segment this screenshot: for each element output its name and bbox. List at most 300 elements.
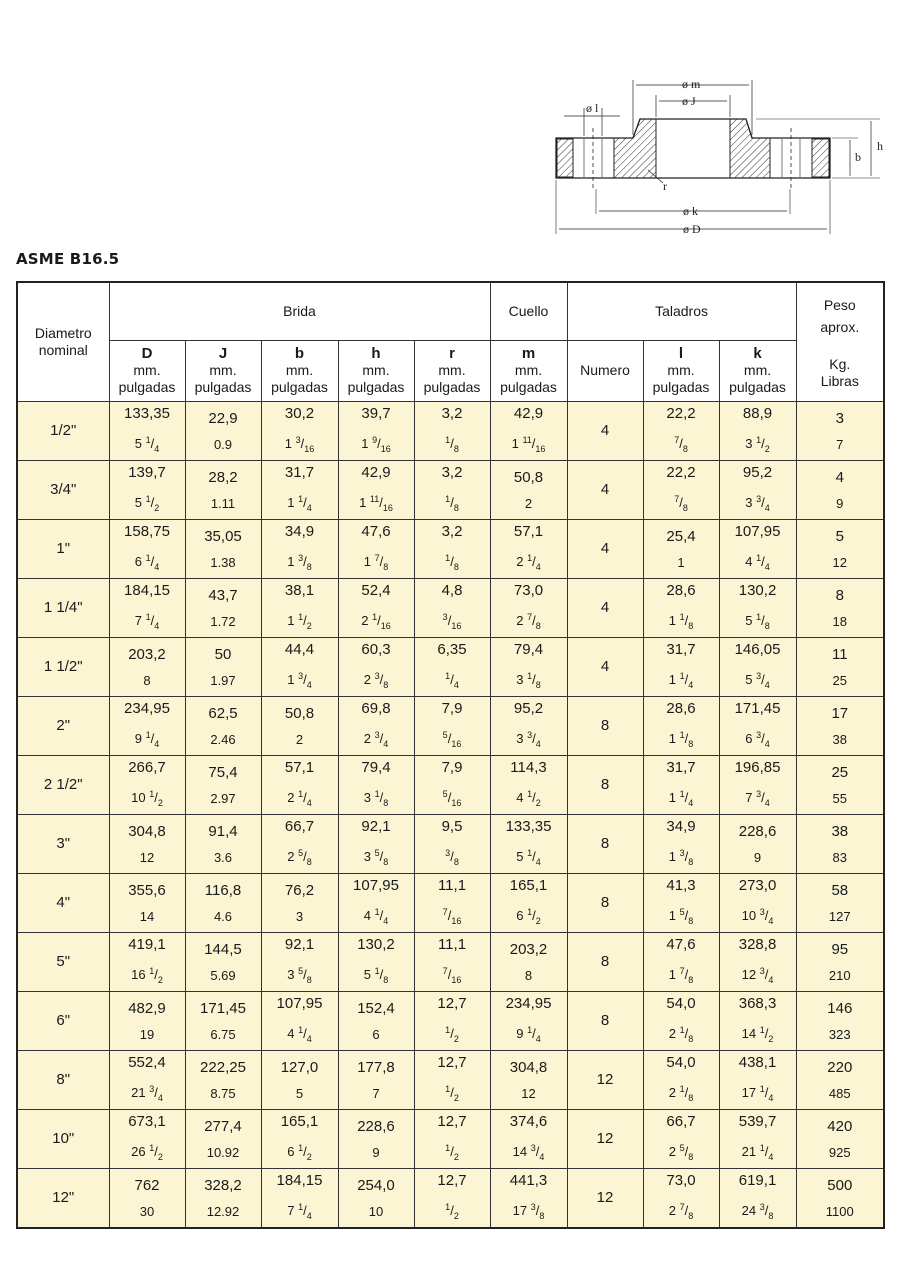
- cell-value-in: $^1/_4$: [445, 671, 459, 690]
- cell-value-in: 4 $^1/_4$: [287, 1025, 312, 1044]
- table-row: [17, 519, 884, 578]
- cell-nominal: 3/4": [17, 460, 109, 519]
- cell-m: [490, 991, 567, 1050]
- cell-d: [109, 873, 185, 932]
- cell-nominal: 4": [17, 873, 109, 932]
- cell-value-mm: 220: [827, 1058, 853, 1076]
- cell-value-in: 6 $^1/_2$: [516, 907, 541, 926]
- cell-j: [185, 873, 261, 932]
- cell-value-mm: 50: [214, 645, 232, 663]
- cell-value-in: 8: [524, 967, 533, 983]
- cell-value-in: $^1/_8$: [445, 494, 459, 513]
- cell-value-mm: 41,3: [666, 877, 696, 894]
- cell-value-mm: 42,9: [513, 405, 544, 422]
- cell-value-mm: 12,7: [437, 1054, 467, 1071]
- cell-nominal: 1 1/4": [17, 578, 109, 637]
- cell-j: [185, 578, 261, 637]
- cell-value-in: 2 $^5/_8$: [287, 848, 312, 867]
- cell-value-in: $^3/_8$: [445, 848, 459, 867]
- header-col-j: [185, 340, 261, 401]
- cell-d: [109, 401, 185, 460]
- cell-value-in: 1 $^3/_8$: [287, 553, 312, 572]
- cell-value-in: 25: [832, 672, 848, 688]
- header-unit-mm: mm.: [743, 362, 772, 378]
- dim-j-label: ø J: [682, 94, 696, 108]
- cell-value-in: 925: [828, 1144, 851, 1160]
- cell-w: [796, 873, 884, 932]
- header-unit-mm: mm.: [362, 362, 390, 378]
- table-row: [17, 1168, 884, 1228]
- cell-value-mm: 9,5: [441, 818, 463, 835]
- cell-k: [719, 1050, 796, 1109]
- cell-nominal: 2 1/2": [17, 755, 109, 814]
- cell-k: [719, 991, 796, 1050]
- header-unit-mm: mm.: [209, 362, 237, 378]
- table-row: [17, 873, 884, 932]
- cell-value-in: 7: [372, 1085, 380, 1101]
- cell-value-mm: 539,7: [738, 1113, 777, 1130]
- cell-w: [796, 637, 884, 696]
- cell-h: [338, 401, 414, 460]
- cell-value-mm: 38,1: [284, 582, 315, 599]
- cell-l: [643, 519, 719, 578]
- cell-d: [109, 519, 185, 578]
- cell-value-mm: 673,1: [128, 1113, 166, 1130]
- cell-value-mm: 75,4: [208, 763, 238, 781]
- cell-value-in: 38: [832, 731, 848, 747]
- cell-value-mm: 25,4: [666, 527, 696, 545]
- cell-value-mm: 34,9: [284, 523, 315, 540]
- cell-value-in: 1.11: [210, 495, 236, 511]
- cell-value-mm: 5: [835, 527, 844, 545]
- cell-value-in: 1 $^5/_8$: [668, 907, 694, 926]
- cell-value-in: 9 $^1/_4$: [134, 730, 160, 749]
- cell-k: [719, 696, 796, 755]
- header-peso-label: Peso aprox.: [820, 296, 860, 335]
- header-numero: Numero: [567, 340, 643, 401]
- cell-value-mm: 4,8: [441, 582, 463, 599]
- cell-b: [261, 637, 338, 696]
- cell-value-in: 2 $^3/_8$: [363, 671, 389, 690]
- cell-value-mm: 368,3: [738, 995, 777, 1012]
- cell-m: [490, 1109, 567, 1168]
- cell-value-in: 12 $^3/_4$: [741, 966, 774, 985]
- cell-value-in: 6 $^1/_4$: [134, 553, 160, 572]
- table-row: [17, 578, 884, 637]
- cell-l: [643, 991, 719, 1050]
- cell-h: [338, 755, 414, 814]
- cell-value-in: 21 $^3/_4$: [131, 1084, 163, 1103]
- cell-value-in: 127: [828, 908, 851, 924]
- cell-value-mm: 62,5: [208, 704, 238, 722]
- cell-h: [338, 637, 414, 696]
- cell-numero: 4: [567, 401, 643, 460]
- cell-numero: 4: [567, 578, 643, 637]
- cell-value-in: 10 $^3/_4$: [741, 907, 774, 926]
- cell-d: [109, 1050, 185, 1109]
- header-col-k: [719, 340, 796, 401]
- cell-value-mm: 47,6: [361, 523, 391, 540]
- cell-m: [490, 460, 567, 519]
- cell-value-mm: 203,2: [509, 940, 548, 958]
- cell-value-in: 6.75: [210, 1026, 236, 1042]
- cell-m: [490, 637, 567, 696]
- header-cuello: Cuello: [490, 282, 567, 340]
- cell-value-mm: 8: [835, 586, 844, 604]
- cell-value-in: $^5/_{16}$: [442, 730, 462, 749]
- cell-value-mm: 420: [827, 1117, 853, 1135]
- cell-h: [338, 1168, 414, 1228]
- cell-m: [490, 873, 567, 932]
- cell-k: [719, 401, 796, 460]
- cell-value-mm: 254,0: [357, 1176, 395, 1194]
- cell-h: [338, 873, 414, 932]
- cell-value-mm: 304,8: [128, 822, 166, 840]
- header-unit-lb: Libras: [820, 372, 859, 389]
- cell-value-in: 2 $^1/_4$: [287, 789, 312, 808]
- cell-value-mm: 95,2: [513, 700, 544, 717]
- cell-value-mm: 144,5: [204, 940, 242, 958]
- cell-r: [414, 637, 490, 696]
- cell-value-mm: 73,0: [666, 1172, 696, 1189]
- dim-b-label: b: [855, 150, 861, 164]
- cell-w: [796, 460, 884, 519]
- cell-b: [261, 755, 338, 814]
- cell-b: [261, 932, 338, 991]
- dim-l-label: ø l: [586, 101, 599, 115]
- cell-value-mm: 184,15: [276, 1172, 323, 1189]
- cell-value-mm: 57,1: [513, 523, 544, 540]
- header-unit-mm: mm.: [514, 362, 543, 378]
- cell-value-in: 6: [372, 1026, 380, 1042]
- cell-value-mm: 11,1: [437, 877, 467, 894]
- cell-value-in: 2: [295, 731, 304, 747]
- cell-r: [414, 460, 490, 519]
- cell-value-in: 9: [836, 495, 844, 511]
- cell-value-in: 12: [521, 1085, 536, 1101]
- cell-value-in: 2.46: [210, 731, 236, 747]
- cell-value-in: 7 $^1/_4$: [134, 612, 160, 631]
- cell-value-in: $^5/_{16}$: [442, 789, 462, 808]
- cell-value-in: 4 $^1/_4$: [363, 907, 389, 926]
- cell-r: [414, 578, 490, 637]
- cell-nominal: 1 1/2": [17, 637, 109, 696]
- cell-l: [643, 401, 719, 460]
- cell-value-in: 1.38: [210, 554, 236, 570]
- cell-numero: 8: [567, 814, 643, 873]
- cell-value-in: 1 $^3/_4$: [287, 671, 312, 690]
- header-symbol-r: r: [449, 345, 455, 362]
- cell-j: [185, 932, 261, 991]
- cell-b: [261, 814, 338, 873]
- cell-value-in: 3 $^3/_4$: [516, 730, 541, 749]
- cell-r: [414, 755, 490, 814]
- header-col-m: [490, 340, 567, 401]
- cell-value-in: 26 $^1/_2$: [131, 1143, 163, 1162]
- header-unit-in: pulgadas: [118, 379, 176, 395]
- cell-b: [261, 460, 338, 519]
- cell-value-mm: 28,2: [208, 468, 238, 486]
- cell-value-in: 10: [368, 1203, 384, 1219]
- cell-value-mm: 107,95: [734, 523, 781, 540]
- table-row: [17, 401, 884, 460]
- cell-l: [643, 637, 719, 696]
- cell-value-mm: 69,8: [361, 700, 391, 717]
- table-row: [17, 991, 884, 1050]
- cell-value-mm: 266,7: [128, 759, 166, 776]
- cell-value-mm: 22,2: [666, 405, 696, 422]
- cell-value-in: 2 $^1/_{16}$: [361, 612, 391, 631]
- cell-value-in: 17 $^3/_8$: [512, 1202, 545, 1221]
- cell-value-mm: 234,95: [505, 995, 552, 1012]
- cell-l: [643, 755, 719, 814]
- cell-value-in: 9: [372, 1144, 380, 1160]
- cell-d: [109, 1109, 185, 1168]
- cell-numero: 8: [567, 873, 643, 932]
- cell-value-in: 19: [139, 1026, 155, 1042]
- cell-value-mm: 133,35: [505, 818, 552, 835]
- cell-b: [261, 1168, 338, 1228]
- cell-r: [414, 1050, 490, 1109]
- cell-value-mm: 30,2: [284, 405, 315, 422]
- cell-value-in: 21 $^1/_4$: [741, 1143, 774, 1162]
- cell-l: [643, 932, 719, 991]
- cell-value-mm: 66,7: [284, 818, 315, 835]
- cell-w: [796, 814, 884, 873]
- cell-r: [414, 1168, 490, 1228]
- header-symbol-b: b: [294, 345, 305, 362]
- cell-j: [185, 519, 261, 578]
- cell-b: [261, 696, 338, 755]
- header-unit-in: pulgadas: [347, 379, 405, 395]
- cell-value-mm: 304,8: [509, 1058, 548, 1076]
- cell-value-mm: 12,7: [437, 1172, 467, 1189]
- cell-value-mm: 146,05: [734, 641, 781, 658]
- cell-b: [261, 578, 338, 637]
- cell-l: [643, 460, 719, 519]
- cell-value-mm: 34,9: [666, 818, 696, 835]
- cell-l: [643, 873, 719, 932]
- cell-value-mm: 152,4: [357, 999, 395, 1017]
- cell-h: [338, 519, 414, 578]
- cell-value-in: $^7/_8$: [674, 494, 688, 513]
- cell-w: [796, 1050, 884, 1109]
- header-unit-in: pulgadas: [423, 379, 481, 395]
- cell-value-in: 2.97: [210, 790, 236, 806]
- header-peso: [796, 282, 884, 401]
- cell-m: [490, 519, 567, 578]
- cell-j: [185, 991, 261, 1050]
- cell-w: [796, 578, 884, 637]
- cell-nominal: 1/2": [17, 401, 109, 460]
- cell-value-in: 12: [832, 554, 848, 570]
- cell-value-in: $^7/_{16}$: [442, 966, 462, 985]
- table-row: [17, 814, 884, 873]
- cell-value-in: 1.97: [210, 672, 236, 688]
- cell-value-in: 8.75: [210, 1085, 236, 1101]
- cell-value-mm: 4: [835, 468, 844, 486]
- cell-value-mm: 58: [831, 881, 849, 899]
- cell-value-in: 7: [836, 436, 844, 452]
- cell-value-in: $^1/_8$: [445, 553, 459, 572]
- cell-value-in: 3 $^1/_8$: [363, 789, 389, 808]
- header-col-b: [261, 340, 338, 401]
- cell-nominal: 3": [17, 814, 109, 873]
- cell-value-mm: 79,4: [361, 759, 391, 776]
- header-unit-mm: mm.: [133, 362, 161, 378]
- header-unit-kg: Kg.: [829, 355, 851, 372]
- cell-value-in: 3 $^3/_4$: [745, 494, 770, 513]
- cell-j: [185, 637, 261, 696]
- cell-value-mm: 57,1: [284, 759, 315, 776]
- cell-m: [490, 932, 567, 991]
- cell-value-mm: 11: [831, 645, 848, 663]
- cell-w: [796, 519, 884, 578]
- header-symbol-l: l: [678, 345, 684, 362]
- cell-value-mm: 171,45: [734, 700, 781, 717]
- cell-value-mm: 60,3: [361, 641, 391, 658]
- cell-value-mm: 31,7: [666, 641, 696, 658]
- header-col-h: [338, 340, 414, 401]
- cell-value-in: 6 $^3/_4$: [745, 730, 770, 749]
- cell-value-in: 3: [295, 908, 304, 924]
- table-row: [17, 755, 884, 814]
- cell-value-mm: 130,2: [357, 936, 395, 953]
- cell-m: [490, 814, 567, 873]
- cell-value-mm: 438,1: [738, 1054, 777, 1071]
- cell-value-mm: 95,2: [742, 464, 773, 481]
- cell-d: [109, 696, 185, 755]
- cell-h: [338, 460, 414, 519]
- header-unit-in: pulgadas: [500, 379, 557, 395]
- cell-numero: 8: [567, 696, 643, 755]
- cell-value-mm: 619,1: [738, 1172, 777, 1189]
- cell-r: [414, 401, 490, 460]
- cell-value-mm: 3,2: [441, 464, 463, 481]
- cell-value-in: 14 $^1/_2$: [741, 1025, 774, 1044]
- cell-nominal: 6": [17, 991, 109, 1050]
- cell-value-mm: 500: [827, 1176, 853, 1194]
- cell-value-in: 1 $^1/_8$: [668, 730, 694, 749]
- cell-b: [261, 401, 338, 460]
- cell-value-mm: 171,45: [200, 999, 246, 1017]
- cell-value-in: 5.69: [210, 967, 236, 983]
- cell-value-mm: 47,6: [666, 936, 696, 953]
- cell-numero: 4: [567, 519, 643, 578]
- cell-value-in: 1 $^1/_8$: [668, 612, 694, 631]
- cell-value-in: 2 $^3/_4$: [363, 730, 389, 749]
- cell-value-mm: 127,0: [280, 1058, 319, 1076]
- cell-j: [185, 1050, 261, 1109]
- cell-value-mm: 11,1: [437, 936, 467, 953]
- cell-value-mm: 52,4: [361, 582, 391, 599]
- cell-value-in: $^1/_2$: [445, 1202, 459, 1221]
- cell-h: [338, 1050, 414, 1109]
- cell-value-mm: 92,1: [361, 818, 391, 835]
- cell-value-in: 9 $^1/_4$: [516, 1025, 541, 1044]
- cell-r: [414, 696, 490, 755]
- cell-k: [719, 637, 796, 696]
- cell-j: [185, 460, 261, 519]
- cell-value-mm: 91,4: [208, 822, 238, 840]
- cell-value-in: 1 $^1/_4$: [287, 494, 312, 513]
- table-row: [17, 932, 884, 991]
- cell-value-in: 5 $^1/_4$: [516, 848, 541, 867]
- cell-value-mm: 12,7: [437, 1113, 467, 1130]
- cell-value-in: 3 $^1/_8$: [516, 671, 541, 690]
- header-taladros: Taladros: [567, 282, 796, 340]
- cell-value-mm: 28,6: [666, 700, 696, 717]
- header-unit-in: pulgadas: [729, 379, 786, 395]
- cell-value-mm: 50,8: [284, 704, 315, 722]
- cell-value-mm: 114,3: [510, 759, 547, 776]
- cell-value-in: 16 $^1/_2$: [131, 966, 163, 985]
- cell-value-in: 210: [828, 967, 851, 983]
- header-col-l: [643, 340, 719, 401]
- cell-value-mm: 203,2: [128, 645, 166, 663]
- cell-value-in: 1 $^9/_{16}$: [361, 435, 391, 454]
- cell-value-mm: 39,7: [361, 405, 391, 422]
- cell-value-mm: 54,0: [666, 1054, 696, 1071]
- cell-value-mm: 66,7: [666, 1113, 696, 1130]
- cell-h: [338, 578, 414, 637]
- cell-value-mm: 3,2: [441, 523, 463, 540]
- cell-j: [185, 755, 261, 814]
- cell-value-mm: 22,2: [666, 464, 696, 481]
- cell-value-in: 18: [832, 613, 848, 629]
- cell-d: [109, 755, 185, 814]
- cell-h: [338, 991, 414, 1050]
- cell-value-mm: 419,1: [128, 936, 166, 953]
- cell-value-in: 3 $^5/_8$: [363, 848, 389, 867]
- cell-value-mm: 374,6: [509, 1113, 548, 1130]
- cell-value-mm: 73,0: [513, 582, 544, 599]
- cell-value-mm: 25: [831, 763, 849, 781]
- cell-k: [719, 814, 796, 873]
- dim-d-label: ø D: [683, 222, 701, 236]
- cell-value-in: 17 $^1/_4$: [741, 1084, 774, 1103]
- cell-nominal: 12": [17, 1168, 109, 1228]
- dim-r-label: r: [663, 179, 667, 193]
- cell-value-mm: 222,25: [200, 1058, 246, 1076]
- cell-l: [643, 1050, 719, 1109]
- cell-j: [185, 814, 261, 873]
- cell-value-in: 4.6: [213, 908, 233, 924]
- header-unit-in: pulgadas: [652, 379, 710, 395]
- cell-value-in: 1 $^3/_8$: [668, 848, 694, 867]
- cell-k: [719, 1168, 796, 1228]
- table-row: [17, 1050, 884, 1109]
- cell-value-mm: 146: [827, 999, 853, 1017]
- cell-value-mm: 165,1: [280, 1113, 319, 1130]
- cell-l: [643, 1109, 719, 1168]
- cell-j: [185, 1168, 261, 1228]
- cell-nominal: 5": [17, 932, 109, 991]
- header-unit-mm: mm.: [285, 362, 314, 378]
- cell-value-in: 5 $^1/_2$: [134, 494, 160, 513]
- cell-value-in: 3 $^5/_8$: [287, 966, 312, 985]
- cell-value-in: $^1/_2$: [445, 1084, 459, 1103]
- cell-value-mm: 95: [831, 940, 849, 958]
- cell-value-mm: 130,2: [738, 582, 777, 599]
- cell-numero: 12: [567, 1050, 643, 1109]
- cell-value-in: 14 $^3/_4$: [512, 1143, 545, 1162]
- cell-value-mm: 38: [831, 822, 849, 840]
- cell-numero: 8: [567, 991, 643, 1050]
- cell-value-mm: 552,4: [128, 1054, 166, 1071]
- cell-d: [109, 460, 185, 519]
- cell-value-mm: 482,9: [128, 999, 166, 1017]
